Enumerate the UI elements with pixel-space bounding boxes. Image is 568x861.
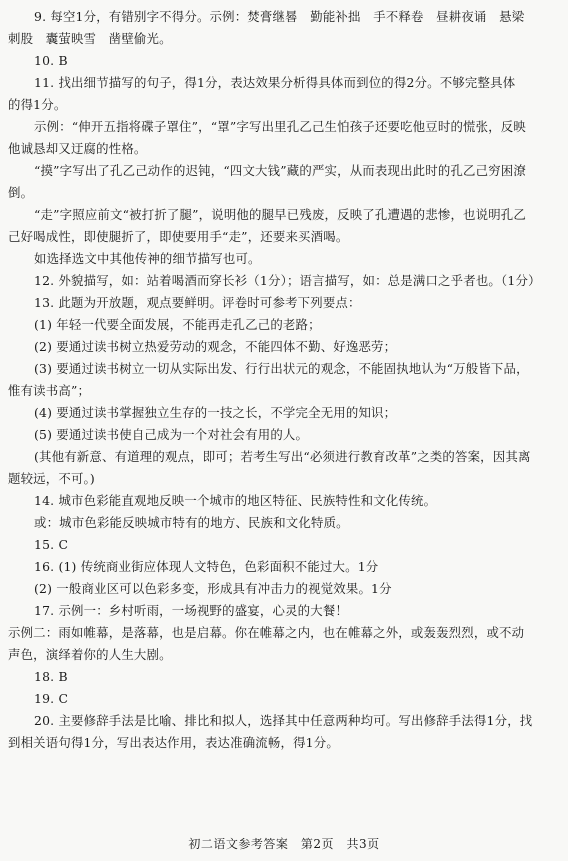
text-line: 到相关语句得1分，写出表达作用，表达准确流畅，得1分。 <box>8 735 339 750</box>
text-line: (其他有新意、有道理的观点，即可；若考生写出“必须进行教育改革”之类的答案，因其离 <box>34 449 531 464</box>
text-line: 20. 主要修辞手法是比喻、排比和拟人，选择其中任意两种均可。写出修辞手法得1分，找 <box>34 713 533 728</box>
text-line: (2) 一般商业区可以色彩多变，形成具有冲击力的视觉效果。1分 <box>34 581 392 596</box>
text-line: 10. B <box>34 53 68 68</box>
text-line: 19. C <box>34 691 69 706</box>
text-line: 惟有读书高”； <box>8 383 91 398</box>
text-line: 15. C <box>34 537 69 552</box>
text-line: 16. (1) 传统商业街应体现人文特色，色彩面积不能过大。1分 <box>34 559 379 574</box>
text-line: 声色，演绎着你的人生大剧。 <box>8 647 172 662</box>
text-line: 9. 每空1分，有错别字不得分。示例：焚膏继晷 勤能补拙 手不释卷 昼耕夜诵 悬梁 <box>34 9 525 24</box>
text-line: 己好喝成性，即使腿折了，即使要用手“走”，还要来买酒喝。 <box>8 229 349 244</box>
text-line: 18. B <box>34 669 68 684</box>
text-line: 题较远，不可。) <box>8 471 95 486</box>
text-line: (5) 要通过读书使自己成为一个对社会有用的人。 <box>34 427 309 442</box>
text-line: 11. 找出细节描写的句子，得1分，表达效果分析得具体而到位的得2分。不够完整具体 <box>34 75 516 90</box>
text-line: (4) 要通过读书掌握独立生存的一技之长，不学完全无用的知识； <box>34 405 397 420</box>
text-line: 13. 此题为开放题，观点要鲜明。评卷时可参考下列要点： <box>34 295 361 310</box>
text-line: 倒。 <box>8 185 34 200</box>
text-line: 或：城市色彩能反映城市特有的地方、民族和文化特质。 <box>34 515 349 530</box>
text-line: 示例：“伸开五指将碟子罩住”，“罩”字写出里孔乙己生怕孩子还要吃他豆时的慌张，反映 <box>34 119 526 134</box>
text-line: 示例二：雨如帷幕，是落幕，也是启幕。你在帷幕之内，也在帷幕之外，或轰轰烈烈，或不动 <box>8 625 525 640</box>
page-footer: 初二语文参考答案 第2页 共3页 <box>188 837 380 851</box>
text-line: 如选择选文中其他传神的细节描写也可。 <box>34 251 261 266</box>
text-line: 的得1分。 <box>8 97 67 112</box>
text-line: 17. 示例一：乡村听雨，一场视野的盛宴，心灵的大餐！ <box>34 603 349 618</box>
text-line: 12. 外貌描写，如：站着喝酒而穿长衫（1分）；语言描写，如：总是满口之乎者也。（1分） <box>34 273 541 288</box>
text-line: “走”字照应前文“被打折了腿”，说明他的腿早已残废，反映了孔遭遇的悲惨，也说明孔乙 <box>34 207 526 222</box>
answer-key-body <box>8 6 560 754</box>
text-line: (1) 年轻一代要全面发展，不能再走孔乙己的老路； <box>34 317 321 332</box>
text-line: 14. 城市色彩能直观地反映一个城市的地区特征、民族特性和文化传统。 <box>34 493 437 508</box>
text-line: 刺股 囊萤映雪 凿壁偷光。 <box>8 31 172 46</box>
text-line: (3) 要通过读书树立一切从实际出发、行行出状元的观念，不能固执地认为“万般皆下品， <box>34 361 529 376</box>
text-line: 他诚恳却又迂腐的性格。 <box>8 141 147 156</box>
text-line: (2) 要通过读书树立热爱劳动的观念，不能四体不勤、好逸恶劳； <box>34 339 397 354</box>
text-line: “摸”字写出了孔乙己动作的迟钝，“四文大钱”藏的严实，从而表现出此时的孔乙己穷困潦 <box>34 163 526 178</box>
